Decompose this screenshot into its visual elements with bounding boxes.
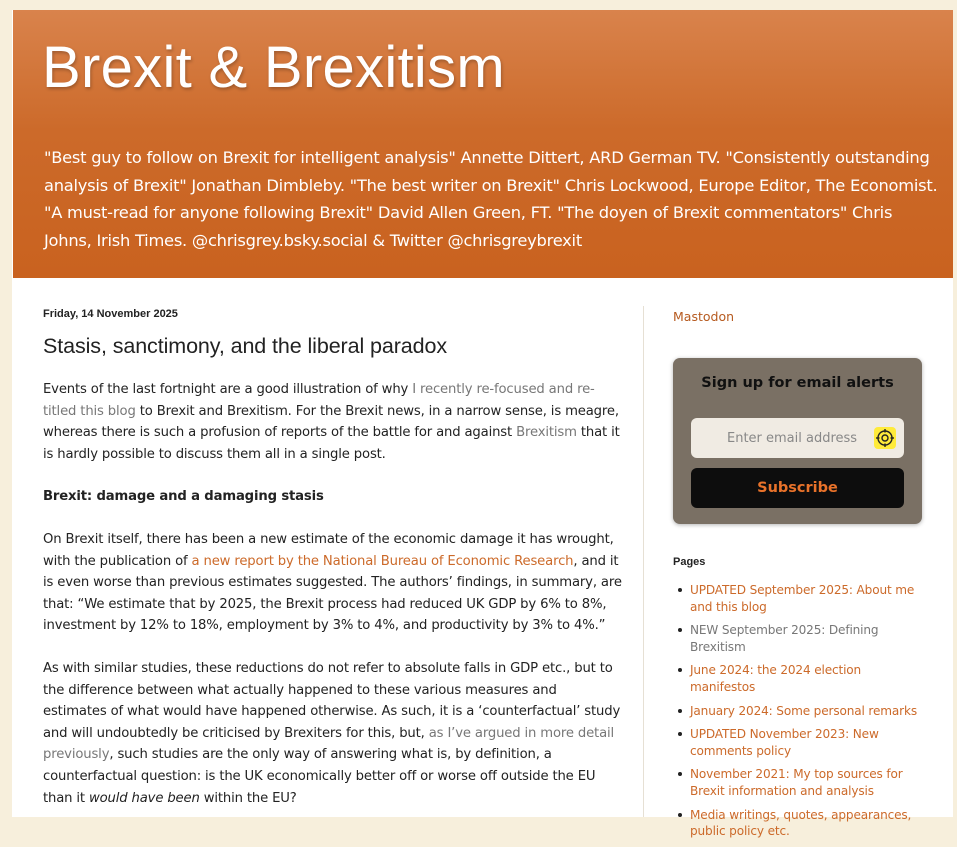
page-link-personal-remarks[interactable]: January 2024: Some personal remarks	[690, 703, 917, 718]
pages-list-item	[690, 766, 918, 799]
pages-list-item	[690, 726, 918, 759]
post-subheading: Brexit: damage and a damaging stasis	[43, 489, 324, 505]
pages-list-item	[690, 582, 918, 615]
text: , and it is even worse than previous estimates suggested. The authors’ findings, in summary, are that: “We estimate that by 2025, the Brexit process had reduced UK GDP by 6% to 8%, investment by 12% to 18%, employment by 3% to 4%, and productivity by 3% to 4%.”	[43, 553, 622, 634]
text: to Brexit and Brexitism. For the Brexit news, in a narrow sense, is meagre, whereas there is such a profusion of reports of the battle for and against	[43, 403, 619, 441]
column-divider	[643, 306, 644, 817]
page-link-election-manifestos[interactable]: June 2024: the 2024 election manifestos	[690, 663, 862, 694]
refocus-blog-link[interactable]: I recently re-focused and re-titled this blog	[43, 382, 595, 419]
brexitism-link[interactable]: Brexitism	[516, 425, 577, 441]
blog-header	[13, 10, 953, 278]
post-paragraph-2	[43, 529, 623, 637]
pages-list	[673, 582, 918, 847]
subscribe-button[interactable]: Subscribe	[691, 468, 904, 508]
post-paragraph-1	[43, 379, 623, 465]
page-link-media-writings[interactable]: Media writings, quotes, appearances, public policy etc.	[690, 807, 912, 839]
pages-heading: Pages	[673, 556, 706, 568]
pages-list-item	[690, 662, 918, 695]
text: within the EU?	[199, 790, 297, 806]
blog-description: "Best guy to follow on Brexit for intelligent analysis" Annette Dittert, ARD German TV. "Consistently outstanding analysis of Brexit" Jonathan Dimbleby. "The best writer on Brexit" Chris Lockwood, Europe Editor, The Economist. "A must-read for anyone following Brexit" David Allen Green, FT. "The doyen of Brexit commentators" Chris Johns, Irish Times. @chrisgrey.bsky.social & Twitter @chrisgreybrexit	[44, 148, 938, 250]
text: On Brexit itself, there has been a new estimate of the economic damage it has wrought, with the publication of	[43, 531, 614, 569]
pages-list-item	[690, 703, 918, 720]
text: that it is hardly possible to discuss them all in a single post.	[43, 425, 620, 462]
email-input[interactable]	[691, 418, 871, 458]
main-column	[43, 306, 623, 809]
text: Events of the last fortnight are a good illustration of why	[43, 382, 413, 397]
pages-list-item	[690, 622, 918, 655]
post-date: Friday, 14 November 2025	[43, 308, 178, 320]
target-icon-svg	[874, 427, 896, 449]
mastodon-link[interactable]: Mastodon	[673, 309, 735, 324]
previous-argument-link[interactable]: as I’ve argued in more detail previously	[43, 725, 615, 763]
page-link-defining-brexitism[interactable]: NEW September 2025: Defining Brexitism	[690, 623, 879, 654]
page-link-top-sources[interactable]: November 2021: My top sources for Brexit information and analysis	[690, 767, 903, 798]
email-signup-widget	[673, 358, 922, 524]
text: As with similar studies, these reductions do not refer to absolute falls in GDP etc., but to the difference between what actually happened to these various measures and estimates of what would have happened otherwise. As such, it is a ‘counterfactual’ study and will undoubtedly be criticised by Brexiters for this, but,	[43, 660, 621, 741]
nber-report-link[interactable]: a new report by the National Bureau of Economic Research	[191, 553, 574, 569]
emphasis-text: would have been	[89, 790, 200, 806]
pages-list-item	[690, 807, 918, 840]
page-link-comments-policy[interactable]: UPDATED November 2023: New comments policy	[690, 727, 879, 758]
target-icon[interactable]	[874, 427, 896, 449]
signup-title: Sign up for email alerts	[701, 375, 894, 391]
post-title[interactable]: Stasis, sanctimony, and the liberal paradox	[43, 334, 448, 358]
blog-title[interactable]: Brexit & Brexitism	[42, 35, 506, 100]
text: , such studies are the only way of answering what is, by definition, a counterfactual question: is the UK economically better off or worse off outside the EU than it	[43, 747, 596, 806]
email-field-wrapper	[691, 418, 904, 458]
post-paragraph-3	[43, 658, 623, 809]
page-link-about[interactable]: UPDATED September 2025: About me and this blog	[690, 583, 915, 614]
